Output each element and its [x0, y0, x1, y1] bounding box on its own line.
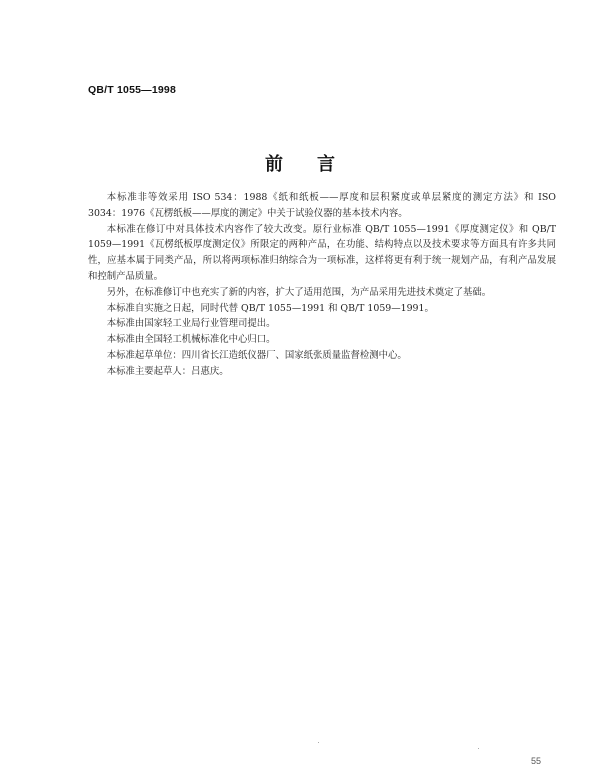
paragraph-revision: 本标准在修订中对具体技术内容作了较大改变。原行业标准 QB/T 1055—1991《厚度测定仪》和 QB/T 1059—1991《瓦楞纸板厚度测定仪》所限定的两种产品，在功能、结构特点以及技术要求等方面具有许多共同性，应基本属于同类产品，所以将两项标准归纳综合为一项标准，这样将更有利于统一规划产品，有利产品发展和控制产品质量。 [88, 223, 556, 282]
paragraph-centralized: 本标准由全国轻工机械标准化中心归口。 [106, 334, 276, 346]
paragraph-scope: 另外，在标准修订中也充实了新的内容，扩大了适用范围，为产品采用先进技术奠定了基础。 [106, 286, 492, 298]
paragraph-adoption: 本标准非等效采用 ISO 534：1988《纸和纸板——厚度和层积紧度或单层紧度的测定方法》和 ISO 3034：1976《瓦楞纸板——厚度的测定》中关于试验仪器的基本技术内容。 [88, 192, 556, 219]
title-char-1: 前 [265, 154, 283, 175]
title-char-2: 言 [317, 154, 335, 175]
paragraph-drafting-units: 本标准起草单位：四川省长江造纸仪器厂、国家纸张质量监督检测中心。 [106, 349, 407, 361]
paragraph-replacement: 本标准自实施之日起，同时代替 QB/T 1055—1991 和 QB/T 1059—1991。 [106, 302, 434, 314]
paragraph-proposer: 本标准由国家轻工业局行业管理司提出。 [106, 318, 276, 330]
document-code: QB/T 1055—1998 [88, 84, 177, 96]
page-title [0, 150, 600, 176]
page-number: 55 [531, 756, 542, 766]
scan-speck [478, 748, 479, 749]
foreword-body [88, 190, 556, 380]
paragraph-drafter: 本标准主要起草人：吕惠庆。 [106, 365, 229, 377]
scan-speck [318, 742, 319, 743]
